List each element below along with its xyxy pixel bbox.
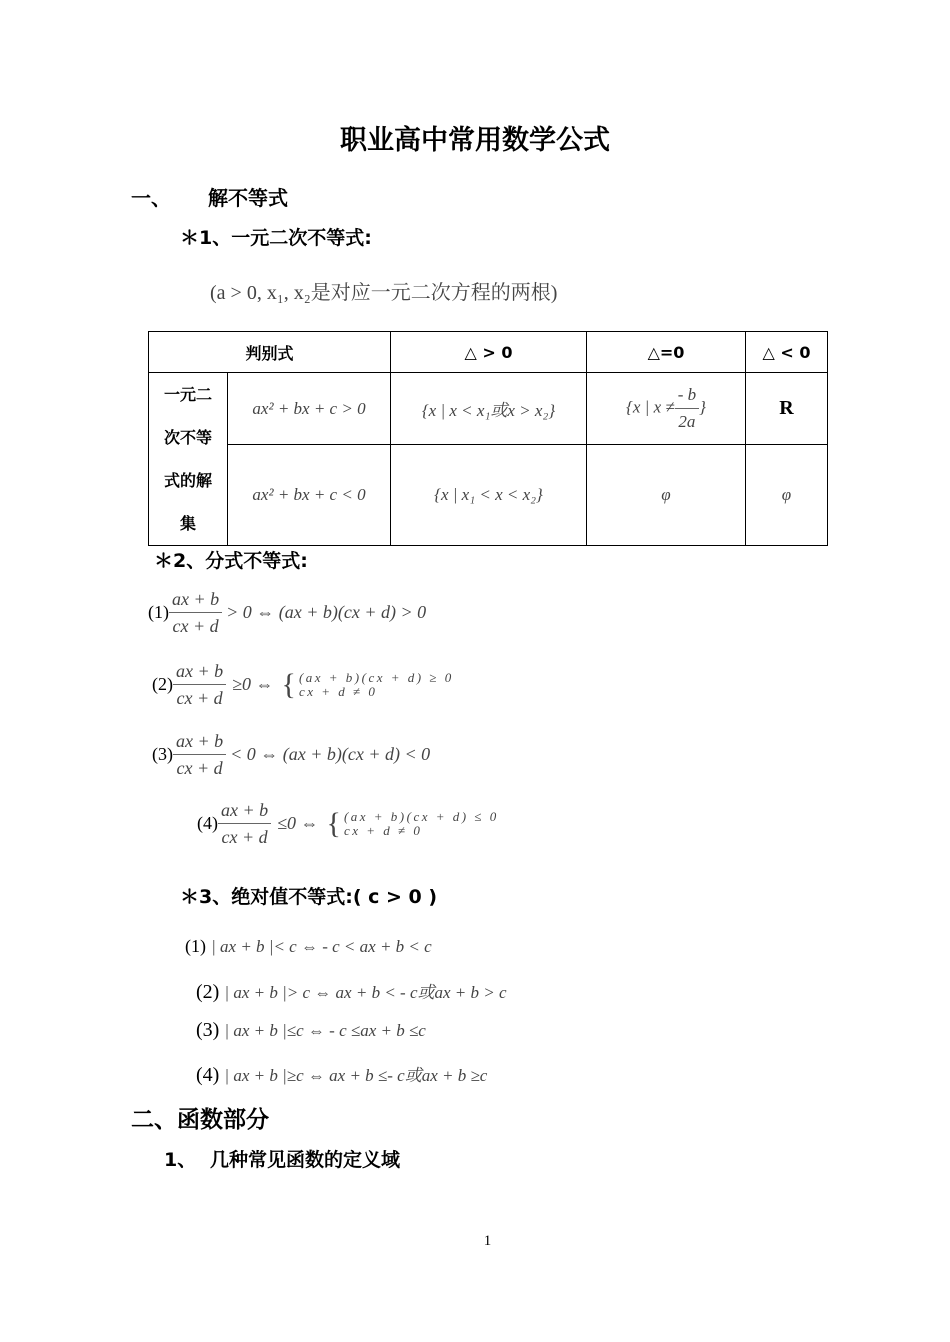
zero-solution-denominator: 2a: [678, 412, 696, 432]
table-header-discriminant: 判别式: [149, 332, 391, 373]
page-number: 1: [483, 1233, 492, 1249]
zero-solution-numerator: - b: [675, 382, 699, 409]
equation-system: [281, 667, 454, 701]
sub3-heading: ＊3、绝对值不等式:( c > 0 ): [180, 886, 438, 908]
item-label: (1): [185, 936, 206, 956]
sub1-heading: ＊1、一元二次不等式:: [180, 227, 372, 249]
equation-system: [326, 806, 499, 840]
table-row-label: [149, 373, 228, 546]
sub2-heading: ＊2、分式不等式:: [154, 550, 308, 572]
system-line-1: (ax + b)(cx + d) ≤ 0: [343, 808, 499, 824]
fraction-numerator: ax + b: [218, 797, 271, 824]
absolute-inequality-3: [196, 1019, 426, 1042]
fraction-inequality-2: [152, 658, 454, 711]
table-header-positive: △ > 0: [391, 332, 587, 373]
absolute-expression: | ax + b |< c ⇔ - c < ax + b < c: [211, 937, 432, 956]
row1-inequality: ax² + bx + c > 0: [228, 373, 391, 445]
absolute-expression: | ax + b |> c ⇔ ax + b < - c或ax + b > c: [224, 983, 507, 1002]
item-label: (2): [196, 981, 220, 1003]
item-label: (4): [197, 813, 218, 833]
item-label: (1): [148, 602, 169, 622]
row1-positive-solution: {x | x < x₁或x > x₂}: [391, 373, 587, 445]
fraction-inequality-1: [148, 586, 426, 639]
fraction-denominator: cx + d: [221, 827, 268, 847]
row1-negative-solution: R: [746, 373, 828, 445]
table-header-negative: △ < 0: [746, 332, 828, 373]
left-brace-icon: {: [326, 806, 341, 840]
section2-sub1-number: 1、: [164, 1149, 197, 1171]
section1-heading: 解不等式: [208, 186, 288, 210]
item-label: (3): [196, 1019, 220, 1041]
fraction-relation: > 0 ⇔ (ax + b)(cx + d) > 0: [226, 602, 427, 622]
absolute-expression: | ax + b |≤c ⇔ - c ≤ax + b ≤c: [224, 1021, 426, 1040]
section2-heading: 二、函数部分: [131, 1107, 269, 1133]
fraction-relation: ≤0 ⇔: [277, 813, 319, 833]
row2-negative-solution: φ: [746, 445, 828, 546]
zero-solution-left: {x | x ≠: [626, 397, 675, 417]
row1-zero-solution: [587, 373, 746, 445]
item-label: (2): [152, 674, 173, 694]
row2-positive-solution: {x | x₁ < x < x₂}: [391, 445, 587, 546]
table-header-zero: △=0: [587, 332, 746, 373]
section1-number: 一、: [131, 186, 171, 210]
row-label-line: 次不等: [163, 428, 212, 447]
fraction-numerator: ax + b: [169, 586, 222, 613]
fraction-relation: < 0 ⇔ (ax + b)(cx + d) < 0: [230, 744, 431, 764]
row-label-line: 一元二: [163, 385, 212, 404]
system-line-1: (ax + b)(cx + d) ≥ 0: [298, 669, 454, 685]
system-line-2: cx + d ≠ 0: [343, 822, 423, 838]
absolute-inequality-2: [196, 978, 507, 1004]
fraction-numerator: ax + b: [173, 658, 226, 685]
fraction-inequality-4: [197, 797, 499, 850]
system-line-2: cx + d ≠ 0: [298, 683, 378, 699]
zero-solution-right: }: [699, 397, 706, 417]
sub1-condition: (a > 0, x₁, x₂是对应一元二次方程的两根): [210, 282, 558, 304]
fraction-inequality-3: [152, 728, 430, 781]
row-label-line: 式的解: [163, 471, 212, 490]
fraction-numerator: ax + b: [173, 728, 226, 755]
quadratic-inequality-table: [148, 331, 828, 546]
item-label: (3): [152, 744, 173, 764]
fraction-denominator: cx + d: [176, 688, 223, 708]
fraction-relation: ≥0 ⇔: [232, 674, 274, 694]
section2-sub1-heading: 几种常见函数的定义域: [210, 1149, 401, 1171]
row-label-line: 集: [179, 514, 196, 533]
fraction-denominator: cx + d: [176, 758, 223, 778]
item-label: (4): [196, 1064, 220, 1086]
row2-zero-solution: φ: [587, 445, 746, 546]
absolute-inequality-1: [185, 936, 432, 957]
fraction-denominator: cx + d: [172, 616, 219, 636]
absolute-expression: | ax + b |≥c ⇔ ax + b ≤- c或ax + b ≥c: [224, 1066, 488, 1085]
page-title: 职业高中常用数学公式: [340, 125, 610, 156]
row2-inequality: ax² + bx + c < 0: [228, 445, 391, 546]
absolute-inequality-4: [196, 1061, 487, 1087]
left-brace-icon: {: [281, 667, 296, 701]
